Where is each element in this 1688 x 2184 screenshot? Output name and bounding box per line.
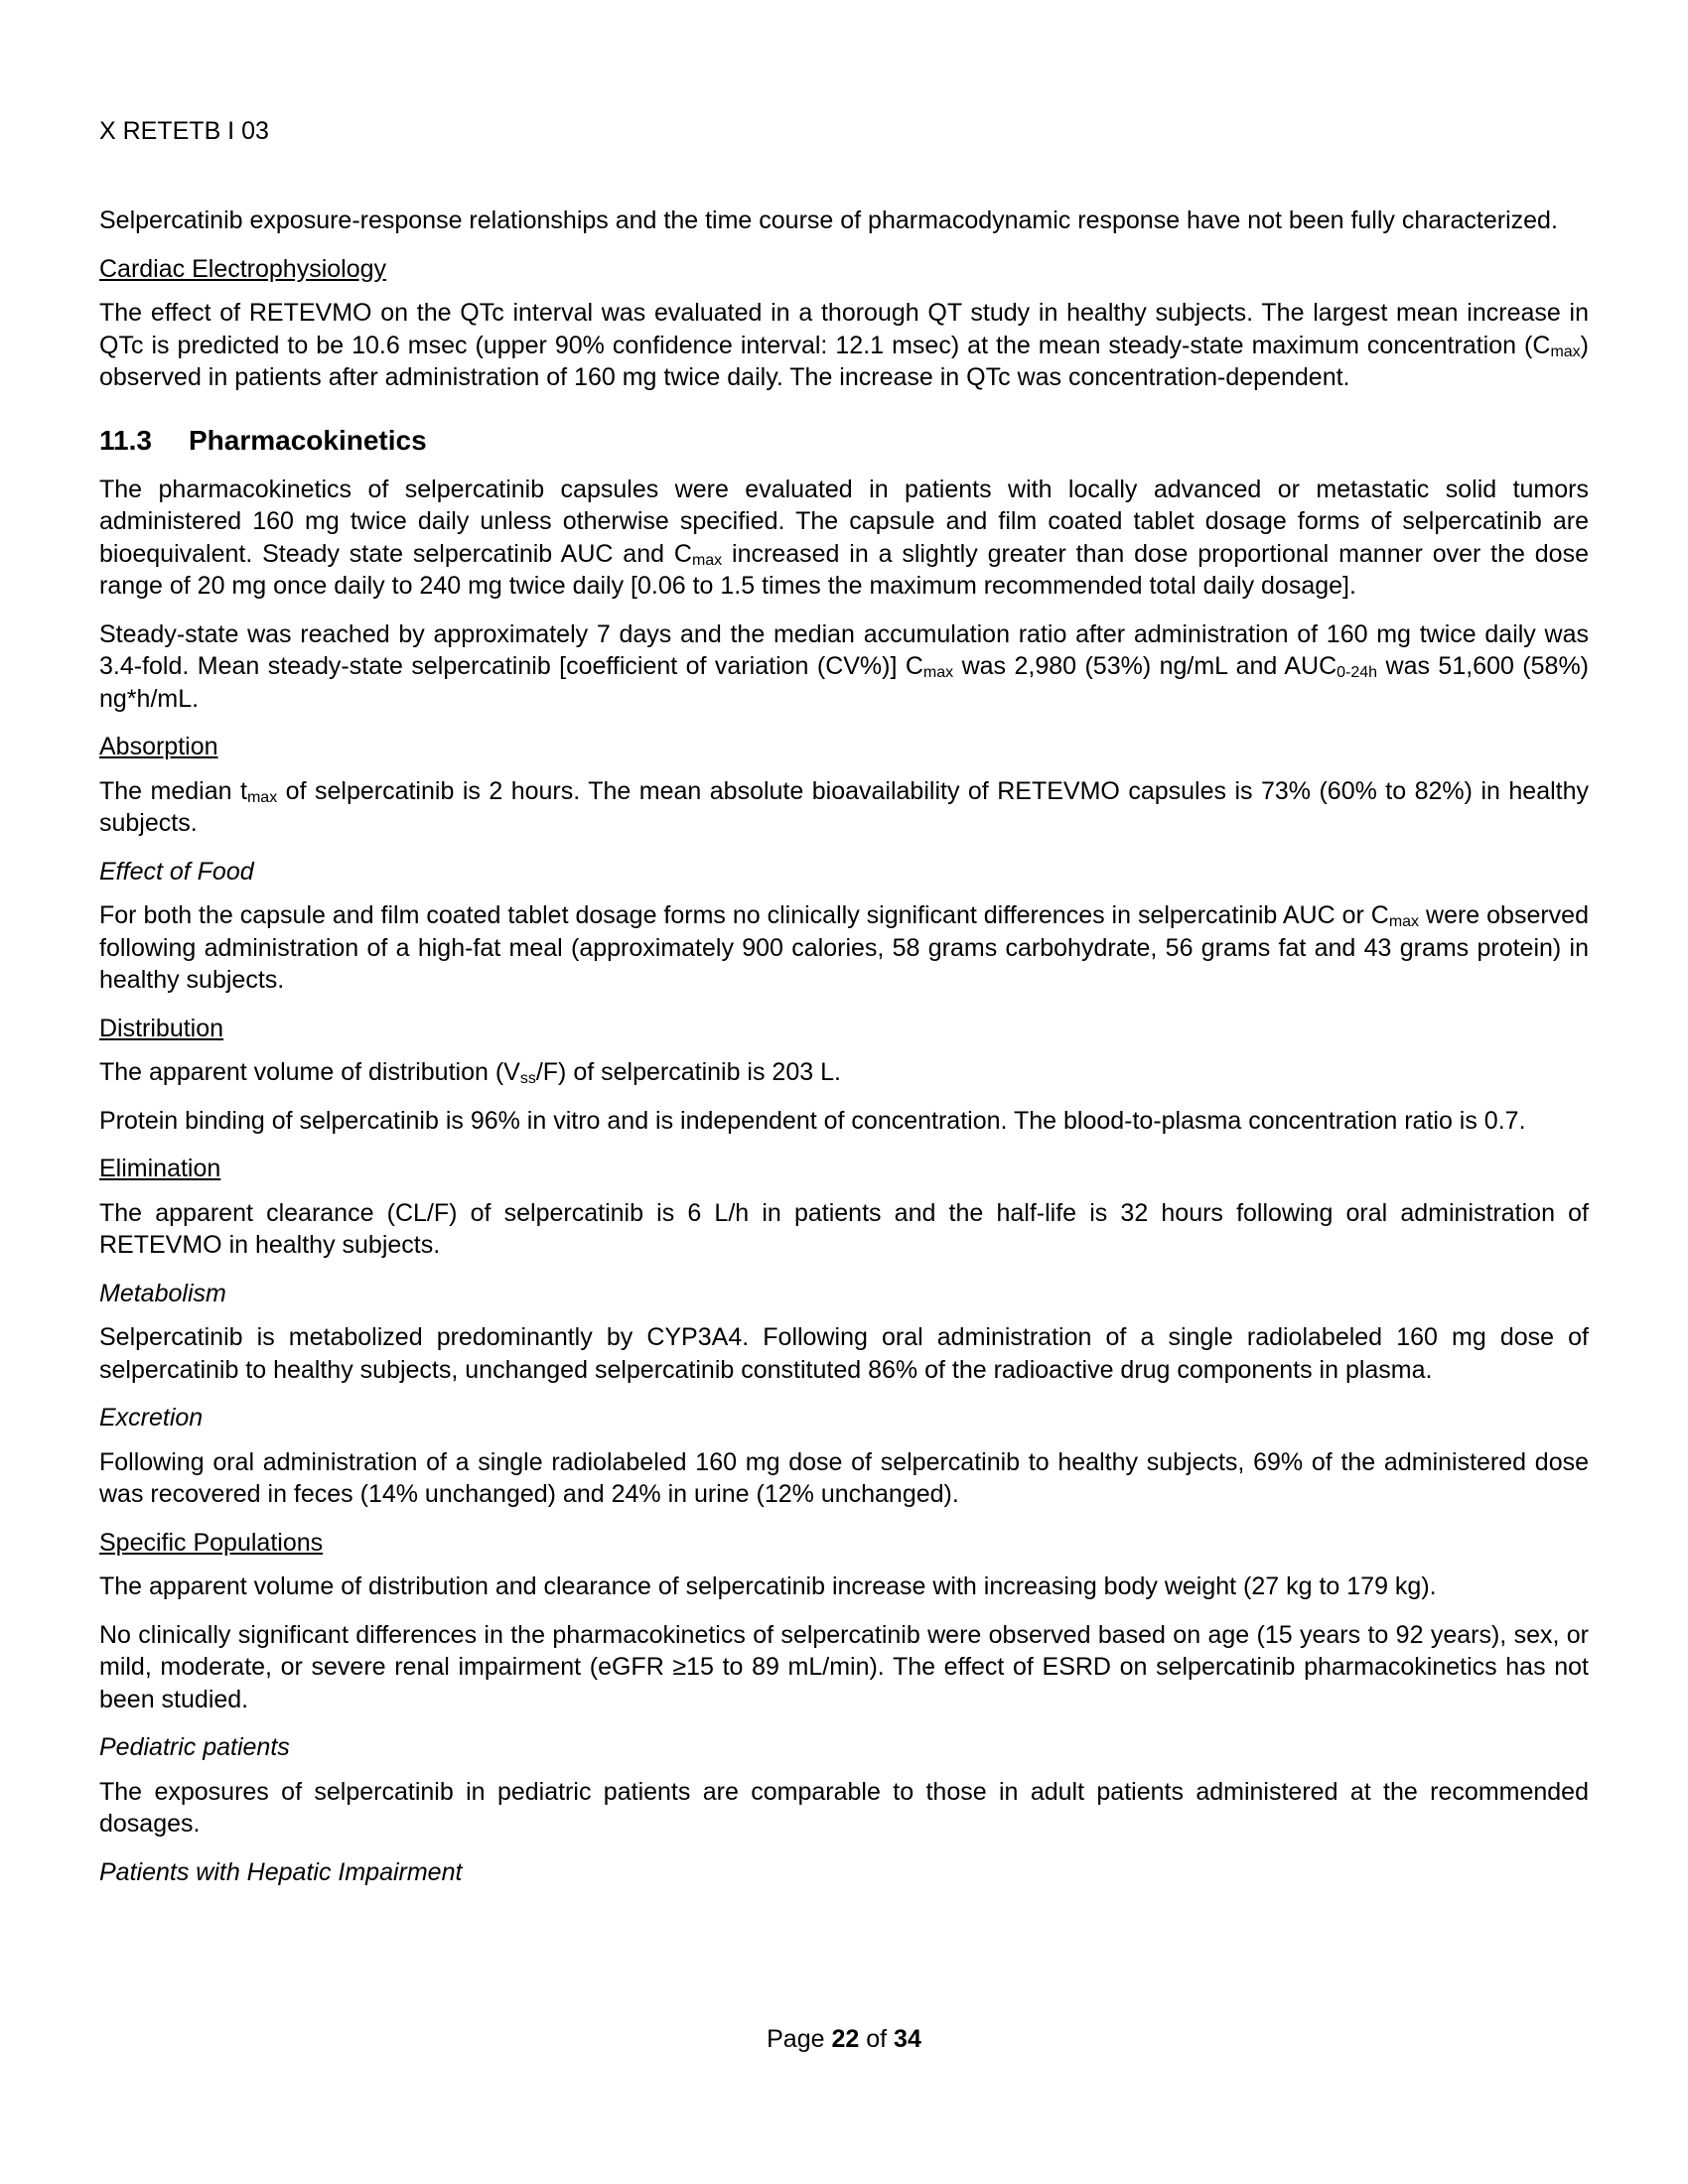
distribution-paragraph-1: The apparent volume of distribution $(V_{ss}/F)$ of selpercatinib is 203 L. bbox=[99, 1058, 841, 1087]
excretion-heading: Excretion bbox=[99, 1404, 204, 1432]
page-total: 34 bbox=[894, 2025, 921, 2053]
pk-paragraph-2: Steady-state was reached by approximately 7 days and the median accumulation ratio after administration of 160 mg twice daily was 3.4-fold. Mean steady-state selpercatinib [coefficient of variation (CV%)] $C_{max}$ was 2,980 (53%) ng/mL and $AUC_{0-24h}$ was 51,600 (58%) ng*h/mL. bbox=[99, 619, 1589, 713]
elimination-heading: Elimination bbox=[99, 1155, 221, 1182]
hepatic-heading: Patients with Hepatic Impairment bbox=[99, 1857, 463, 1886]
pk-paragraph-1: The pharmacokinetics of selpercatinib capsules were evaluated in patients with locally advanced or metastatic solid tumors administered 160 mg twice daily unless otherwise specified. The capsule and film coated tablet dosage forms of selpercatinib are bioequivalent. Steady state selpercatinib AUC and $C_{max}$ increased in a slightly greater than dose proportional manner over the dose range of 20 mg once daily to 240 mg twice daily [0.06 to 1.5 times the maximum recommended total daily dosage]. bbox=[99, 475, 1589, 600]
pediatric-heading: Pediatric patients bbox=[99, 1733, 290, 1761]
page-label: Page bbox=[767, 2025, 825, 2053]
populations-paragraph-1: The apparent volume of distribution and clearance of selpercatinib increase with increasing body weight (27 kg to 179 kg). bbox=[99, 1572, 1437, 1600]
distribution-paragraph-2: Protein binding of selpercatinib is 96% in vitro and is independent of concentration. The blood-to-plasma concentration ratio is 0.7. bbox=[99, 1106, 1526, 1135]
page-content bbox=[99, 205, 1589, 1900]
document-id: X RETETB I 03 bbox=[99, 117, 269, 145]
absorption-heading: Absorption bbox=[99, 733, 218, 760]
metabolism-heading: Metabolism bbox=[99, 1279, 226, 1307]
food-heading: Effect of Food bbox=[99, 857, 254, 886]
elimination-paragraph: The apparent clearance (CL/F) of selpercatinib is 6 L/h in patients and the half-life is 32 hours following oral administration of RETEVMO in healthy subjects. bbox=[99, 1198, 1589, 1259]
intro-paragraph: Selpercatinib exposure-response relationships and the time course of pharmacodynamic response have not been fully characterized. bbox=[99, 206, 1558, 234]
section-title: Pharmacokinetics bbox=[189, 424, 427, 456]
page-footer bbox=[99, 2025, 1589, 2054]
excretion-paragraph: Following oral administration of a single radiolabeled 160 mg dose of selpercatinib to healthy subjects, 69% of the administered dose was recovered in feces (14% unchanged) and 24% in urine (12% unchanged). bbox=[99, 1447, 1589, 1508]
cardiac-paragraph: The effect of RETEVMO on the QTc interval was evaluated in a thorough QT study in healthy subjects. The largest mean increase in QTc is predicted to be 10.6 msec (upper 90% confidence interval: 12.1 msec) at the mean steady-state maximum concentration $(C_{max})$ observed in patients after administration of 160 mg twice daily. The increase in QTc was concentration-dependent. bbox=[99, 299, 1589, 391]
section-heading-pharmacokinetics bbox=[99, 424, 1589, 458]
section-number: 11.3 bbox=[99, 424, 152, 456]
page-of: of bbox=[866, 2025, 888, 2053]
populations-paragraph-2: No clinically significant differences in the pharmacokinetics of selpercatinib were observed based on age (15 years to 92 years), sex, or mild, moderate, or severe renal impairment (eGFR ≥15 to 89 mL/min). The effect of ESRD on selpercatinib pharmacokinetics has not been studied. bbox=[99, 1620, 1589, 1713]
food-paragraph: For both the capsule and film coated tablet dosage forms no clinically significant differences in selpercatinib AUC or $C_{max}$ were observed following administration of a high-fat meal (approximately 900 calories, 58 grams carbohydrate, 56 grams fat and 43 grams protein) in healthy subjects. bbox=[99, 901, 1589, 994]
absorption-paragraph: The median $t_{max}$ of selpercatinib is 2 hours. The mean absolute bioavailability of RETEVMO capsules is 73% (60% to 82%) in healthy subjects. bbox=[99, 776, 1589, 837]
metabolism-paragraph: Selpercatinib is metabolized predominantly by CYP3A4. Following oral administration of a single radiolabeled 160 mg dose of selpercatinib to healthy subjects, unchanged selpercatinib constituted 86% of the radioactive drug components in plasma. bbox=[99, 1323, 1589, 1384]
page-current: 22 bbox=[831, 2025, 860, 2053]
populations-heading: Specific Populations bbox=[99, 1528, 324, 1557]
distribution-heading: Distribution bbox=[99, 1014, 224, 1042]
pediatric-paragraph: The exposures of selpercatinib in pediatric patients are comparable to those in adult patients administered at the recommended dosages. bbox=[99, 1777, 1589, 1838]
cardiac-heading: Cardiac Electrophysiology bbox=[99, 254, 387, 283]
